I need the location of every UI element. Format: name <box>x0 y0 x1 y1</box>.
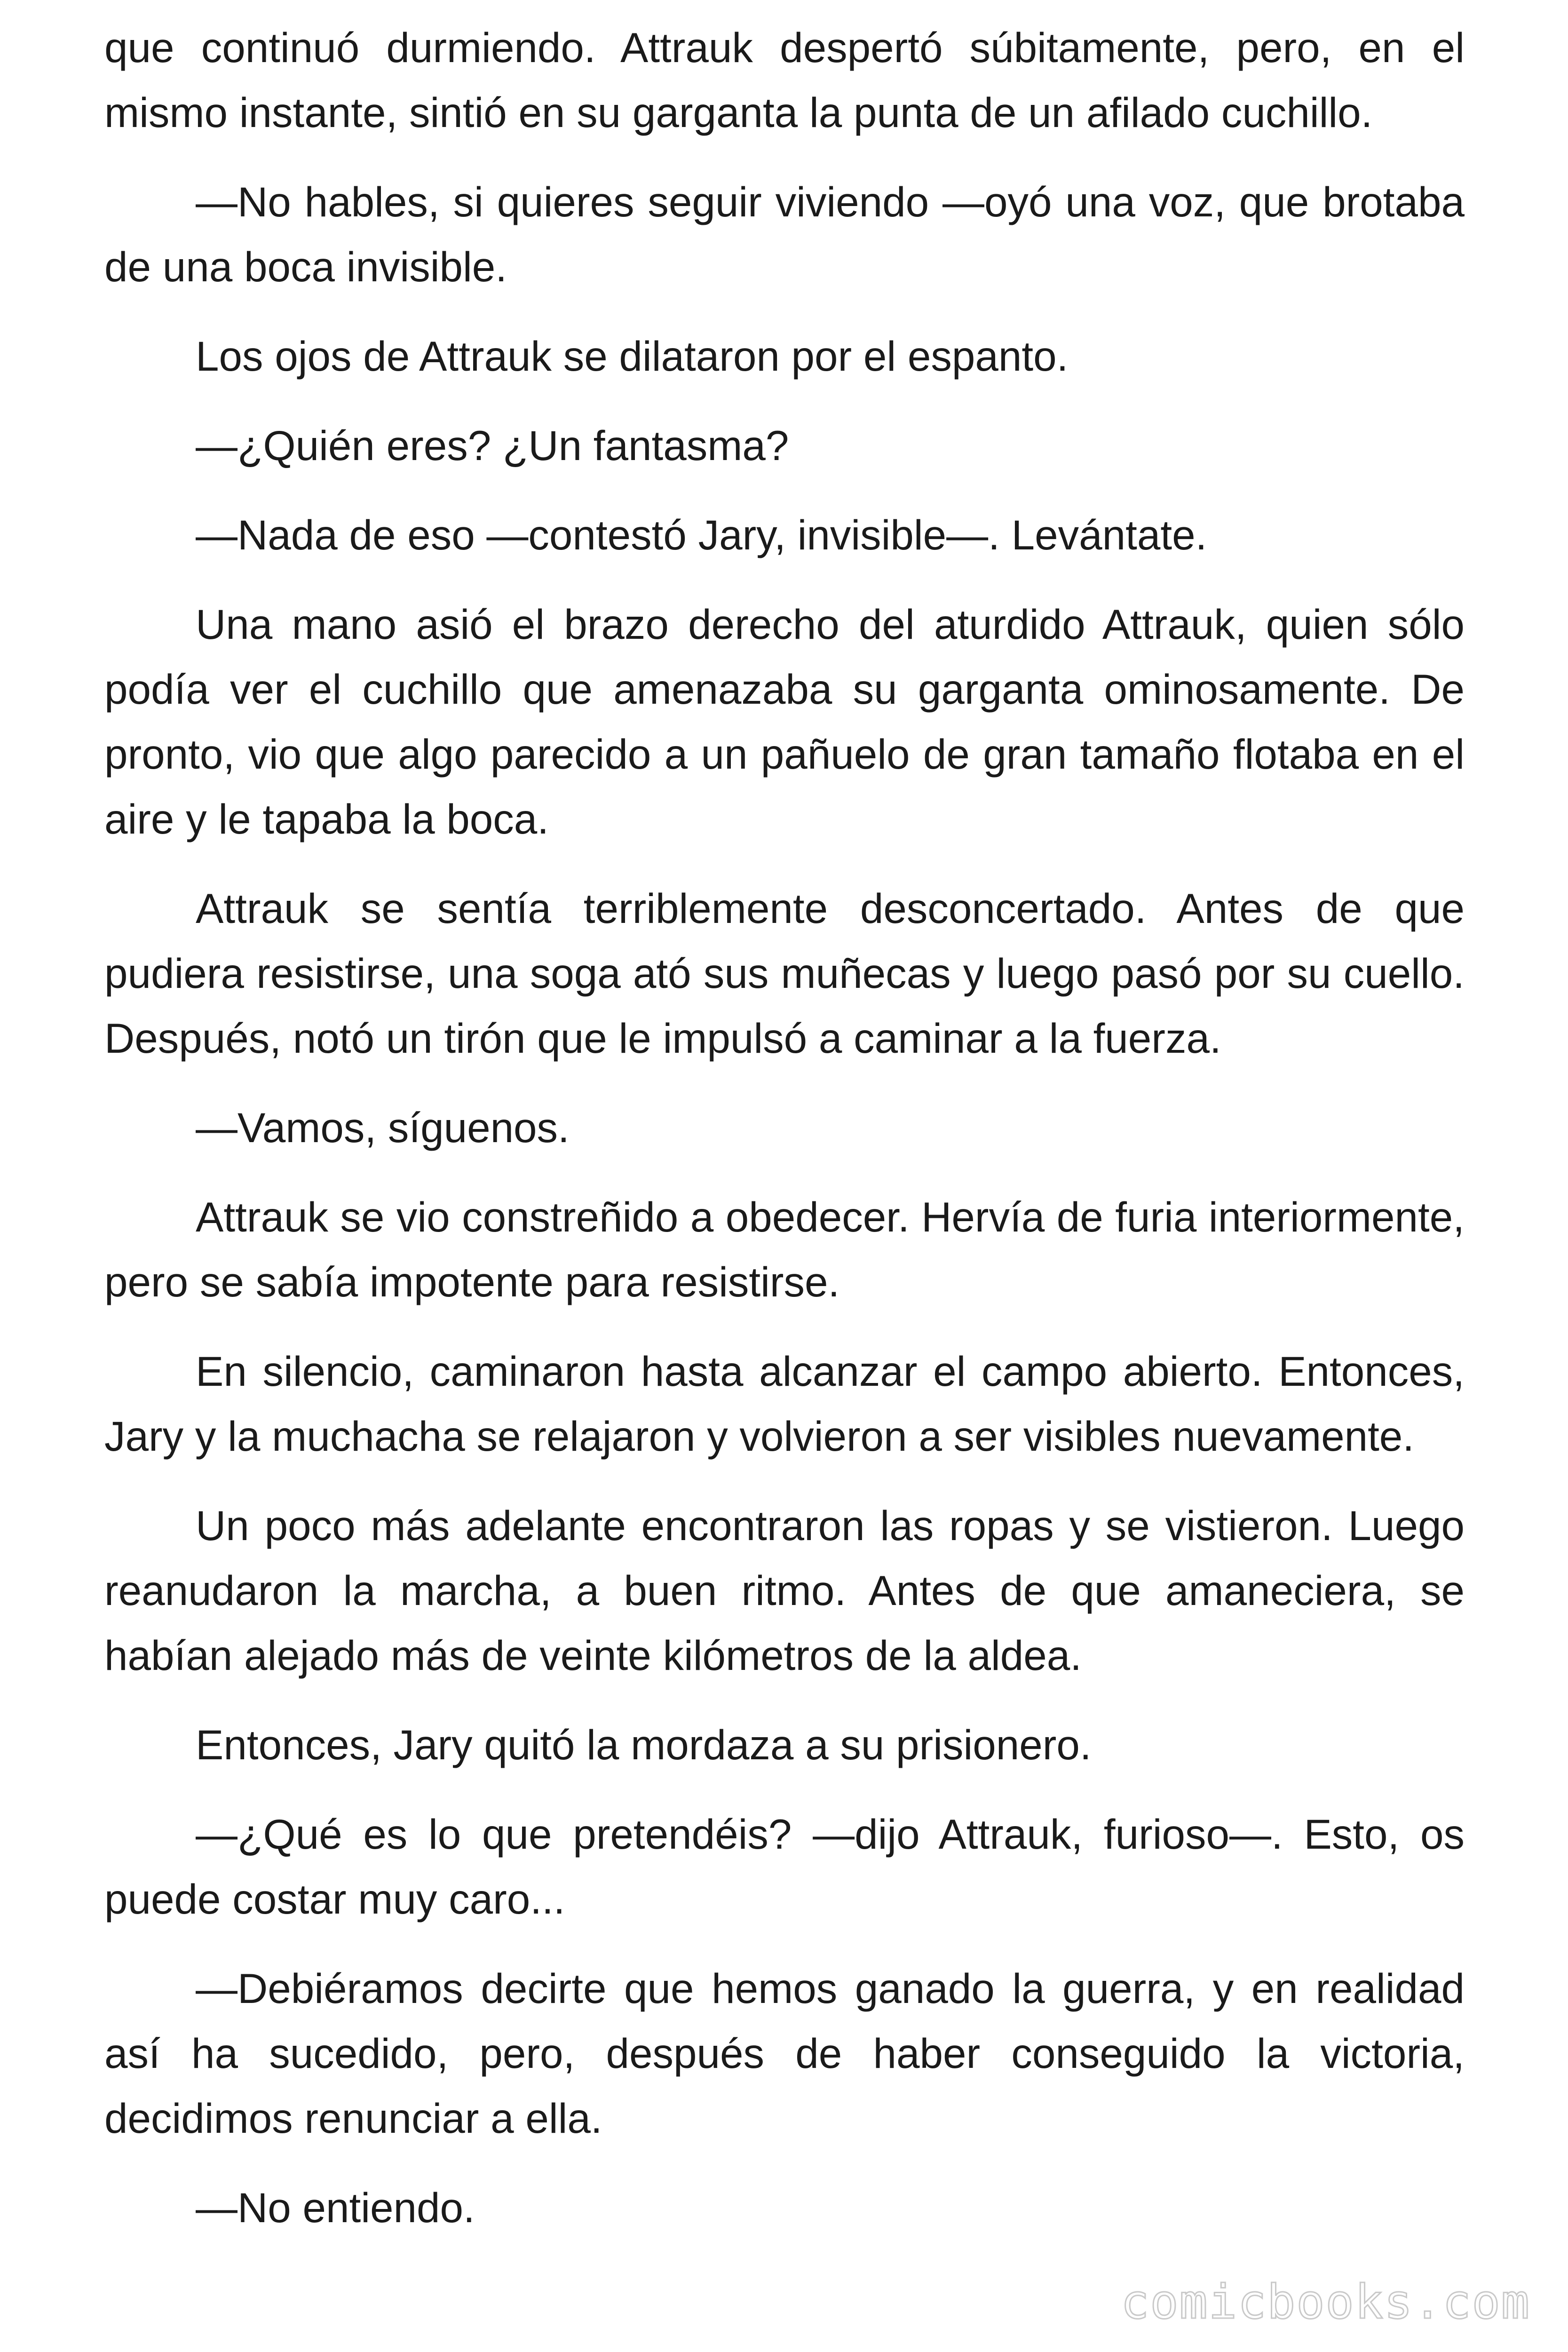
paragraph: —¿Qué es lo que pretendéis? —dijo Attrauk, furioso—. Esto, os puede costar muy caro... <box>104 1811 1465 1923</box>
paragraph: —No entiendo. <box>196 2184 475 2231</box>
paragraph: Los ojos de Attrauk se dilataron por el espanto. <box>196 333 1069 380</box>
watermark: comicbooks.com <box>1121 2274 1530 2329</box>
paragraph: —No hables, si quieres seguir viviendo —oyó una voz, que brotaba de una boca invisible. <box>104 178 1465 290</box>
paragraph: Una mano asió el brazo derecho del aturdido Attrauk, quien sólo podía ver el cuchillo que amenazaba su garganta ominosamente. De pronto, vio que algo parecido a un pañuelo de gran tamaño flotaba en el aire y le tapaba la boca. <box>104 601 1465 842</box>
paragraph: —¿Quién eres? ¿Un fantasma? <box>196 422 789 469</box>
paragraph: Attrauk se sentía terriblemente desconcertado. Antes de que pudiera resistirse, una soga ató sus muñecas y luego pasó por su cuello. Después, notó un tirón que le impulsó a caminar a la fuerza. <box>104 885 1465 1062</box>
body-text <box>104 15 1465 2265</box>
paragraph: —Debiéramos decirte que hemos ganado la guerra, y en realidad así ha sucedido, pero, después de haber conseguido la victoria, decidimos renunciar a ella. <box>104 1965 1465 2142</box>
paragraph: Un poco más adelante encontraron las ropas y se vistieron. Luego reanudaron la marcha, a buen ritmo. Antes de que amaneciera, se habían alejado más de veinte kilómetros de la aldea. <box>104 1502 1465 1679</box>
paragraph: Attrauk se vio constreñido a obedecer. Hervía de furia interiormente, pero se sabía impotente para resistirse. <box>104 1193 1465 1305</box>
paragraph: que continuó durmiendo. Attrauk despertó súbitamente, pero, en el mismo instante, sintió en su garganta la punta de un afilado cuchillo. <box>104 24 1465 136</box>
paragraph: —Vamos, síguenos. <box>196 1104 570 1151</box>
paragraph: En silencio, caminaron hasta alcanzar el campo abierto. Entonces, Jary y la muchacha se relajaron y volvieron a ser visibles nuevamente. <box>104 1348 1465 1460</box>
paragraph: —Nada de eso —contestó Jary, invisible—. Levántate. <box>196 511 1207 558</box>
paragraph: Entonces, Jary quitó la mordaza a su prisionero. <box>196 1721 1092 1768</box>
